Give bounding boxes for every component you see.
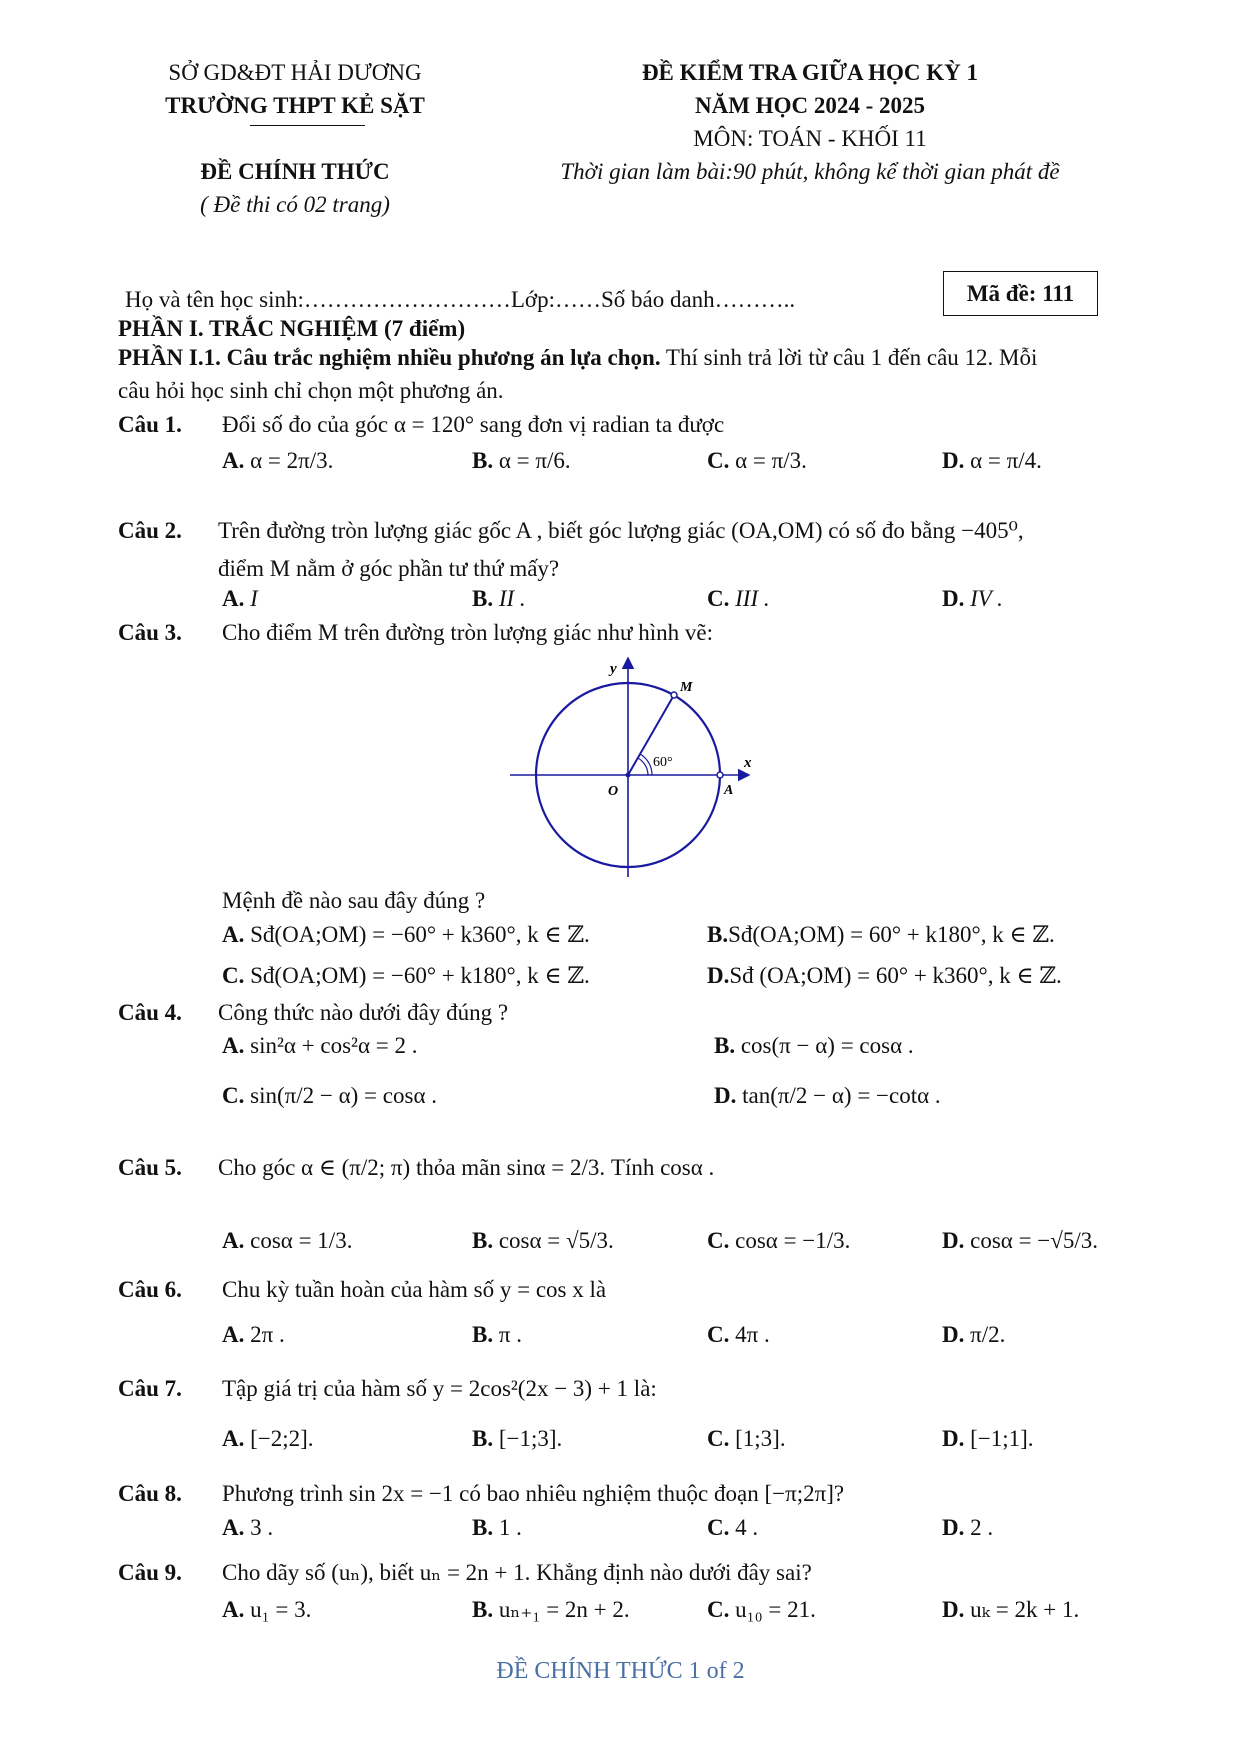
option-d	[942, 1228, 1098, 1254]
option-letter: C.	[707, 1597, 730, 1622]
option-a	[222, 1597, 311, 1623]
option-a	[222, 1426, 314, 1452]
option-text: tan(π/2 − α) = −cotα .	[742, 1083, 941, 1108]
option-text: 3 .	[250, 1515, 274, 1540]
option-text: Sđ(OA;OM) = 60° + k180°, k ∈ ℤ.	[728, 922, 1055, 947]
option-letter: D.	[942, 1515, 965, 1540]
option-b	[472, 448, 571, 474]
option-letter: C.	[707, 1426, 730, 1451]
option-a	[222, 1322, 285, 1348]
option-letter: B.	[472, 1426, 494, 1451]
label-m: M	[680, 680, 693, 695]
option-text: α = π/3.	[735, 448, 807, 473]
option-letter: B.	[472, 1515, 494, 1540]
page-footer: ĐỀ CHÍNH THỨC 1 of 2	[496, 1658, 745, 1684]
option-letter: B.	[472, 1322, 494, 1347]
exam-title: ĐỀ KIỂM TRA GIỮA HỌC KỲ 1	[641, 60, 979, 85]
option-letter: C.	[707, 1228, 730, 1253]
section-instruction-text: Thí sinh trả lời từ câu 1 đến câu 12. Mỗi	[660, 345, 1038, 370]
option-d	[714, 1083, 941, 1109]
option-letter: D.	[707, 963, 730, 988]
option-text: 2π .	[250, 1322, 285, 1347]
section-instructions-line2: câu hỏi học sinh chỉ chọn một phương án.	[118, 378, 504, 403]
option-text: Sđ(OA;OM) = −60° + k180°, k ∈ ℤ.	[250, 963, 590, 988]
question-text: Cho dãy số (uₙ), biết uₙ = 2n + 1. Khẳng định nào dưới đây sai?	[222, 1560, 812, 1585]
page-count-note: ( Đề thi có 02 trang)	[200, 192, 390, 217]
department-name: SỞ GD&ĐT HẢI DƯƠNG	[168, 60, 422, 85]
question-text: Cho góc α ∈ (π/2; π) thỏa mãn sinα = 2/3. Tính cosα .	[218, 1155, 715, 1180]
option-text: [−1;3].	[498, 1426, 563, 1451]
option-letter: A.	[222, 922, 245, 947]
option-b	[472, 1322, 522, 1348]
option-text: 2 .	[970, 1515, 994, 1540]
option-b	[472, 1597, 630, 1623]
option-b	[472, 586, 526, 612]
option-text: u₁₀ = 21.	[735, 1597, 816, 1622]
label-o: O	[608, 784, 619, 799]
option-letter: B.	[472, 448, 494, 473]
option-c	[707, 1228, 850, 1254]
option-text: II .	[498, 586, 526, 611]
option-text: cosα = −1/3.	[735, 1228, 851, 1253]
option-text: Sđ(OA;OM) = −60° + k360°, k ∈ ℤ.	[250, 922, 590, 947]
option-c	[707, 1597, 816, 1623]
question-label: Câu 6.	[118, 1277, 182, 1302]
question-label: Câu 3.	[118, 620, 182, 645]
option-b	[707, 922, 1055, 948]
option-text: α = π/4.	[970, 448, 1042, 473]
option-letter: A.	[222, 448, 245, 473]
option-letter: B.	[707, 922, 729, 947]
option-text: α = π/6.	[498, 448, 571, 473]
option-text: [1;3].	[735, 1426, 786, 1451]
option-text: sin²α + cos²α = 2 .	[250, 1033, 418, 1058]
subject-line: MÔN: TOÁN - KHỐI 11	[693, 126, 927, 151]
section-title: PHẦN I. TRẮC NGHIỆM (7 điểm)	[118, 316, 466, 341]
option-letter: D.	[942, 1426, 965, 1451]
section-subtitle: PHẦN I.1. Câu trắc nghiệm nhiều phương án lựa chọn.	[118, 345, 661, 370]
option-letter: B.	[714, 1033, 736, 1058]
option-text: 4π .	[735, 1322, 770, 1347]
option-text: 1 .	[498, 1515, 522, 1540]
option-letter: A.	[222, 1597, 245, 1622]
option-text: Sđ (OA;OM) = 60° + k360°, k ∈ ℤ.	[729, 963, 1062, 988]
option-letter: B.	[472, 1228, 494, 1253]
option-letter: A.	[222, 1322, 245, 1347]
option-text: 4 .	[735, 1515, 759, 1540]
option-text: uₙ₊₁ = 2n + 2.	[498, 1597, 630, 1622]
option-letter: A.	[222, 1228, 245, 1253]
option-d	[942, 1426, 1034, 1452]
option-b	[472, 1515, 522, 1541]
label-y: y	[610, 661, 617, 677]
option-letter: D.	[942, 448, 965, 473]
option-d	[707, 963, 1062, 989]
option-text: cosα = −√5/3.	[970, 1228, 1099, 1253]
question-label: Câu 1.	[118, 412, 182, 437]
option-letter: A.	[222, 586, 245, 611]
official-label: ĐỀ CHÍNH THỨC	[200, 159, 390, 184]
option-c	[707, 448, 807, 474]
option-b	[472, 1228, 614, 1254]
option-letter: C.	[707, 1322, 730, 1347]
option-text: π .	[498, 1322, 522, 1347]
option-c	[222, 1083, 437, 1109]
option-c	[707, 586, 770, 612]
question-text: Công thức nào dưới đây đúng ?	[218, 1000, 509, 1025]
option-d	[942, 586, 1003, 612]
label-a: A	[724, 783, 734, 798]
option-c	[707, 1426, 786, 1452]
option-a	[222, 1033, 417, 1059]
label-angle: 60°	[653, 755, 673, 770]
angle-arc-2	[640, 754, 652, 775]
option-text: IV .	[970, 586, 1003, 611]
point-a	[717, 772, 723, 778]
option-letter: D.	[942, 1228, 965, 1253]
option-text: α = 2π/3.	[250, 448, 334, 473]
question-text: Trên đường tròn lượng giác gốc A , biết góc lượng giác (OA,OM) có số đo bằng −405⁰,	[218, 518, 1024, 543]
option-text: sin(π/2 − α) = cosα .	[250, 1083, 437, 1108]
option-letter: D.	[942, 1322, 965, 1347]
option-a	[222, 1228, 352, 1254]
question-label: Câu 5.	[118, 1155, 182, 1180]
option-d	[942, 1515, 993, 1541]
option-d	[942, 1322, 1005, 1348]
student-info-line: Họ và tên học sinh:………………………Lớp:……Số báo danh………..	[125, 287, 796, 312]
option-d	[942, 1597, 1079, 1623]
option-text: cosα = 1/3.	[250, 1228, 353, 1253]
option-c	[707, 1322, 770, 1348]
option-letter: A.	[222, 1515, 245, 1540]
option-letter: A.	[222, 1426, 245, 1451]
school-name: TRƯỜNG THPT KẺ SẶT	[165, 93, 425, 118]
question-text: Tập giá trị của hàm số y = 2cos²(2x − 3) + 1 là:	[222, 1376, 657, 1401]
option-d	[942, 448, 1042, 474]
option-letter: B.	[472, 586, 494, 611]
question-label: Câu 2.	[118, 518, 182, 543]
option-c	[707, 1515, 758, 1541]
option-letter: C.	[707, 1515, 730, 1540]
option-letter: C.	[222, 963, 245, 988]
option-a	[222, 922, 590, 948]
option-letter: D.	[942, 1597, 965, 1622]
label-x: x	[744, 755, 752, 771]
option-text: u₁ = 3.	[250, 1597, 312, 1622]
option-c	[222, 963, 590, 989]
exam-code: Mã đề: 111	[966, 280, 1075, 306]
option-letter: D.	[714, 1083, 737, 1108]
time-allowed: Thời gian làm bài:90 phút, không kể thời gian phát đề	[560, 159, 1060, 184]
header-underline	[250, 125, 365, 126]
option-text: cos(π − α) = cosα .	[740, 1033, 914, 1058]
option-text: [−1;1].	[970, 1426, 1034, 1451]
point-m	[671, 692, 677, 698]
question-label: Câu 7.	[118, 1376, 182, 1401]
question-text: Chu kỳ tuần hoàn của hàm số y = cos x là	[222, 1277, 607, 1302]
option-letter: D.	[942, 586, 965, 611]
question-label: Câu 8.	[118, 1481, 182, 1506]
option-letter: C.	[707, 586, 730, 611]
question-text: Cho điểm M trên đường tròn lượng giác như hình vẽ:	[222, 620, 713, 645]
option-a	[222, 448, 333, 474]
question-text: Đổi số đo của góc α = 120° sang đơn vị radian ta được	[222, 412, 725, 437]
school-year: NĂM HỌC 2024 - 2025	[695, 93, 925, 118]
option-text: cosα = √5/3.	[498, 1228, 614, 1253]
unit-circle-figure	[500, 655, 780, 885]
option-letter: A.	[222, 1033, 245, 1058]
exam-code-box	[943, 271, 1098, 316]
option-letter: B.	[472, 1597, 494, 1622]
option-text: I	[250, 586, 258, 611]
question-text: điểm M nằm ở góc phần tư thứ mấy?	[218, 556, 560, 581]
point-o	[626, 773, 631, 778]
option-b	[472, 1426, 562, 1452]
option-letter: C.	[707, 448, 730, 473]
option-letter: C.	[222, 1083, 245, 1108]
question-prompt: Mệnh đề nào sau đây đúng ?	[222, 888, 486, 913]
option-a	[222, 586, 258, 612]
option-text: [−2;2].	[250, 1426, 314, 1451]
section-instructions-line1	[118, 345, 1037, 371]
option-a	[222, 1515, 273, 1541]
option-text: III .	[735, 586, 770, 611]
option-b	[714, 1033, 914, 1059]
question-label: Câu 9.	[118, 1560, 182, 1585]
question-text: Phương trình sin 2x = −1 có bao nhiêu nghiệm thuộc đoạn [−π;2π]?	[222, 1481, 845, 1506]
question-label: Câu 4.	[118, 1000, 182, 1025]
option-text: uₖ = 2k + 1.	[970, 1597, 1080, 1622]
angle-arc	[638, 758, 648, 775]
option-text: π/2.	[970, 1322, 1006, 1347]
